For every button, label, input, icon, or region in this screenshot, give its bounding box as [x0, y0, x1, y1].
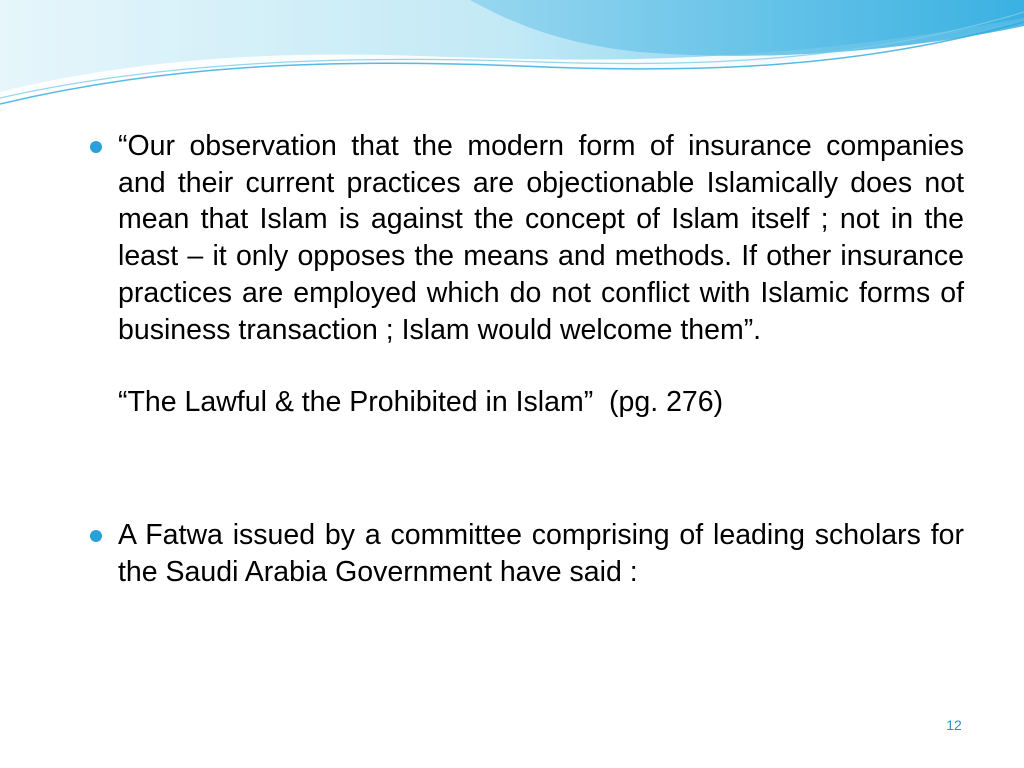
page-number: 12 — [946, 717, 962, 733]
slide-body — [88, 128, 964, 590]
fatwa-text: A Fatwa issued by a committee comprising of leading scholars for the Saudi Arabia Government have said : — [118, 518, 964, 588]
bullet-dot-icon — [90, 141, 102, 153]
header-wave-decoration — [0, 0, 1024, 120]
bullet-item-fatwa — [88, 517, 964, 590]
bullet-item-quote — [88, 128, 964, 421]
quote-text: “Our observation that the modern form of insurance companies and their current practices are objectionable Islamically does not mean that Islam is against the concept of Islam itself ; not in the least – it only opposes the means and methods. If other insurance practices are employed which do not conflict with Islamic forms of business transaction ; Islam would welcome them”. — [118, 130, 964, 346]
bullet-dot-icon — [90, 530, 102, 542]
quote-citation: “The Lawful & the Prohibited in Islam” (pg. 276) — [118, 386, 724, 419]
